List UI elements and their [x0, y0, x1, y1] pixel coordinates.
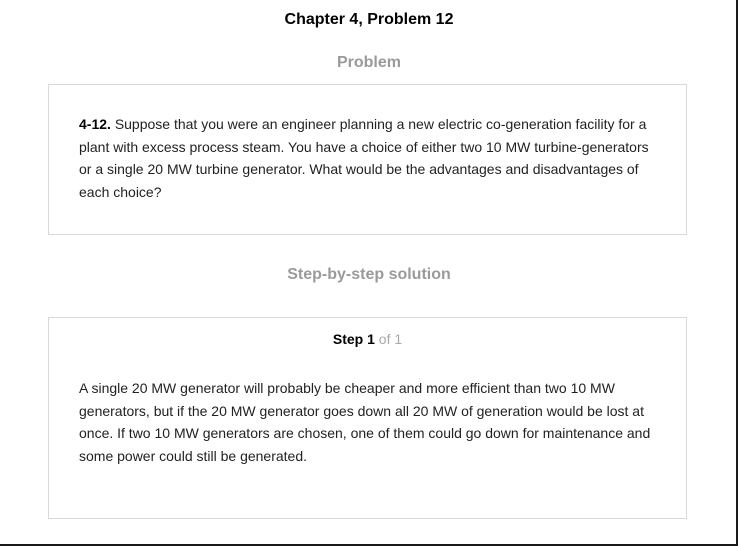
- solution-heading: Step-by-step solution: [287, 266, 451, 283]
- solution-text: A single 20 MW generator will probably be cheaper and more efficient than two 10 MW generators, but if the 20 MW generator goes down all 20 MW of generation would be lost at once. If two 10 MW generators are chosen, one of them could go down for maintenance and some power could still be generated.: [79, 380, 651, 464]
- step-label: [333, 331, 375, 347]
- problem-text: Suppose that you were an engineer planning a new electric co-generation facility for a plant with excess process steam. You have a choice of either two 10 MW turbine-generators or a single 20 MW turbine generator. What would be the advantages and disadvantages of each choice?: [79, 116, 649, 200]
- problem-statement: [79, 113, 664, 203]
- step-number: 1: [367, 331, 375, 347]
- problem-heading: Problem: [336, 54, 401, 71]
- solution-card: [48, 317, 687, 519]
- step-indicator: [49, 331, 686, 347]
- problem-number: 4-12.: [79, 116, 111, 132]
- problem-card: [48, 84, 687, 235]
- page-title: Chapter 4, Problem 12: [284, 11, 454, 28]
- step-total: of 1: [378, 331, 403, 347]
- step-word: Step: [332, 331, 364, 347]
